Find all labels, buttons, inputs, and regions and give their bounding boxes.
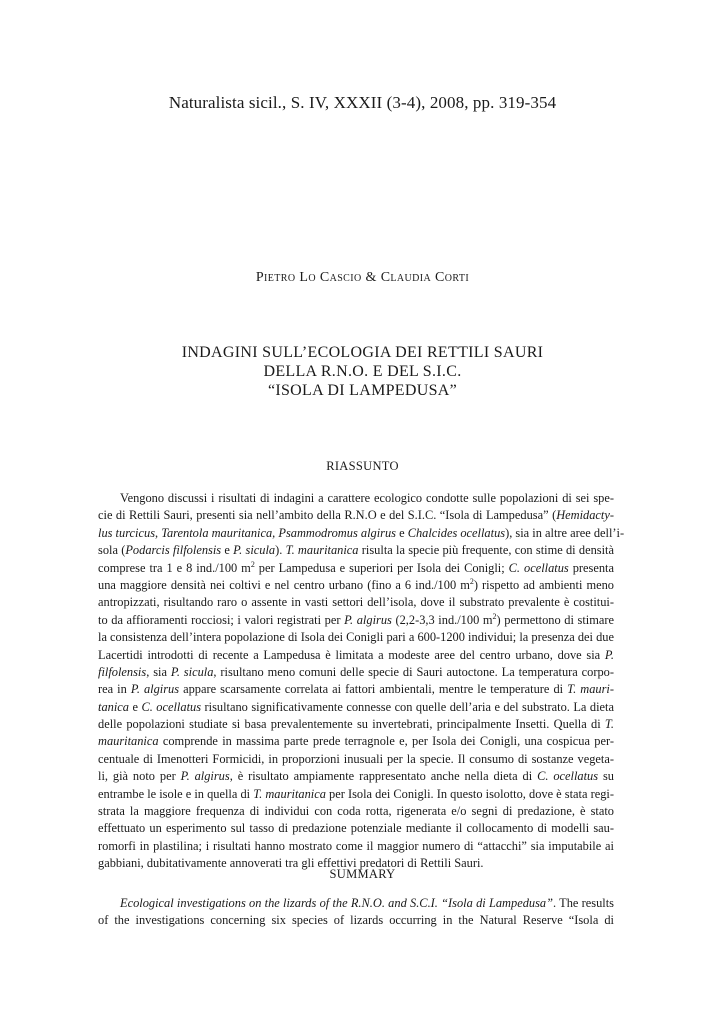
riassunto-line: Lacertidi introdotti di recente a Lampedusa è limitata a modeste aree del centro urbano, dove sia P. (98, 647, 614, 662)
riassunto-line: effettuato un esperimento sul tasso di predazione potenziale mediante il collocamento di modelli sau- (98, 821, 614, 836)
riassunto-line: gabbiani, dubitativamente annoverati tra gli effettivi predatori di Rettili Sauri. (98, 856, 484, 871)
riassunto-line: li, già noto per P. algirus, è risultato ampiamente rappresentato anche nella dieta di C. ocellatus su (98, 769, 615, 784)
riassunto-line: una maggiore densità nei coltivi e nel centro urbano (fino a 6 ind./100 $m^2$) rispetto ad ambienti meno (98, 576, 614, 592)
title-line-3: “ISOLA DI LAMPEDUSA” (267, 382, 458, 399)
riassunto-line: entrambe le isole e in quella di T. mauritanica per Isola dei Conigli. In questo isolotto, dove è stata regi- (98, 786, 614, 801)
riassunto-heading: RIASSUNTO (326, 459, 399, 473)
riassunto-line: to da affioramenti rocciosi; i valori registrati per P. algirus (2,2-3,3 ind./100 $m^2$) permettono di stimare (98, 611, 614, 627)
summary-line: Ecological investigations on the lizards of the R.N.O. and S.C.I. “Isola di Lampedusa”. The results (120, 896, 614, 910)
riassunto-line: filfolensis, sia P. sicula, risultano meno comuni delle specie di Sauri autoctone. La temperatura corpo- (98, 664, 615, 679)
riassunto-line: la consistenza dell’intera popolazione di Isola dei Conigli pari a 600-1200 individui; la presenza dei due (98, 630, 614, 645)
riassunto-body (98, 490, 625, 873)
summary-line: of the investigations concerning six species of lizards occurring in the Natural Reserve “Isola di (98, 913, 614, 928)
riassunto-line: Vengono discussi i risultati di indagini a carattere ecologico condotte sulle popolazioni di sei spe- (120, 491, 614, 505)
riassunto-line: cie di Rettili Sauri, presenti sia nell’ambito della R.N.O e del S.I.C. “Isola di Lampedusa” (Hemidacty- (98, 508, 614, 523)
summary-heading: SUMMARY (329, 867, 396, 881)
summary-body (98, 895, 614, 930)
title-line-1: INDAGINI SULL’ECOLOGIA DEI RETTILI SAURI (181, 344, 544, 361)
riassunto-line: mauritanica comprende in massima parte prede terragnole e, per Isola dei Conigli, una cospicua per- (98, 734, 614, 749)
article-title (0, 343, 725, 400)
riassunto-line: sola (Podarcis filfolensis e P. sicula). T. mauritanica risulta la specie più frequente, con stime di densità (98, 543, 614, 558)
riassunto-line: lus turcicus, Tarentola mauritanica, Psammodromus algirus e Chalcides ocellatus), sia in altre aree dell’i- (98, 525, 625, 540)
authors: Pietro Lo Cascio & Claudia Corti (255, 270, 470, 285)
riassunto-line: rea in P. algirus appare scarsamente correlata ai fattori ambientali, mentre le temperature di T. mauri- (98, 682, 614, 697)
riassunto-line: comprese tra 1 e 8 ind./100 $m^2$ per Lampedusa e superiori per Isola dei Conigli; C. ocellatus presenta (98, 559, 614, 575)
riassunto-line: tanica e C. ocellatus risultano significativamente connesse con quelle dell’aria e del substrato. La dieta (98, 699, 614, 714)
riassunto-line: antropizzati, risultando raro o assente in vasti settori dell’isola, dove il substrato prevalente è costitui- (98, 595, 614, 610)
riassunto-line: strata la maggiore frequenza di individui con coda rotta, rigenerata e/o segni di predazione, è stato (98, 804, 614, 819)
title-line-2: DELLA R.N.O. E DEL S.I.C. (263, 363, 462, 380)
riassunto-line: centuale di Imenotteri Formicidi, in proporzioni inusuali per la specie. Il consumo di sostanze vegeta- (98, 751, 614, 766)
riassunto-line: delle popolazioni studiate si basa prevalentemente su invertebrati, principalmente Insetti. Quella di T. (98, 717, 614, 732)
journal-citation: Naturalista sicil., S. IV, XXXII (3-4), 2008, pp. 319-354 (168, 93, 557, 112)
riassunto-line: romorfi in plastilina; i risultati hanno mostrato come il maggior numero di “attacchi” sia imputabile ai (98, 838, 614, 853)
